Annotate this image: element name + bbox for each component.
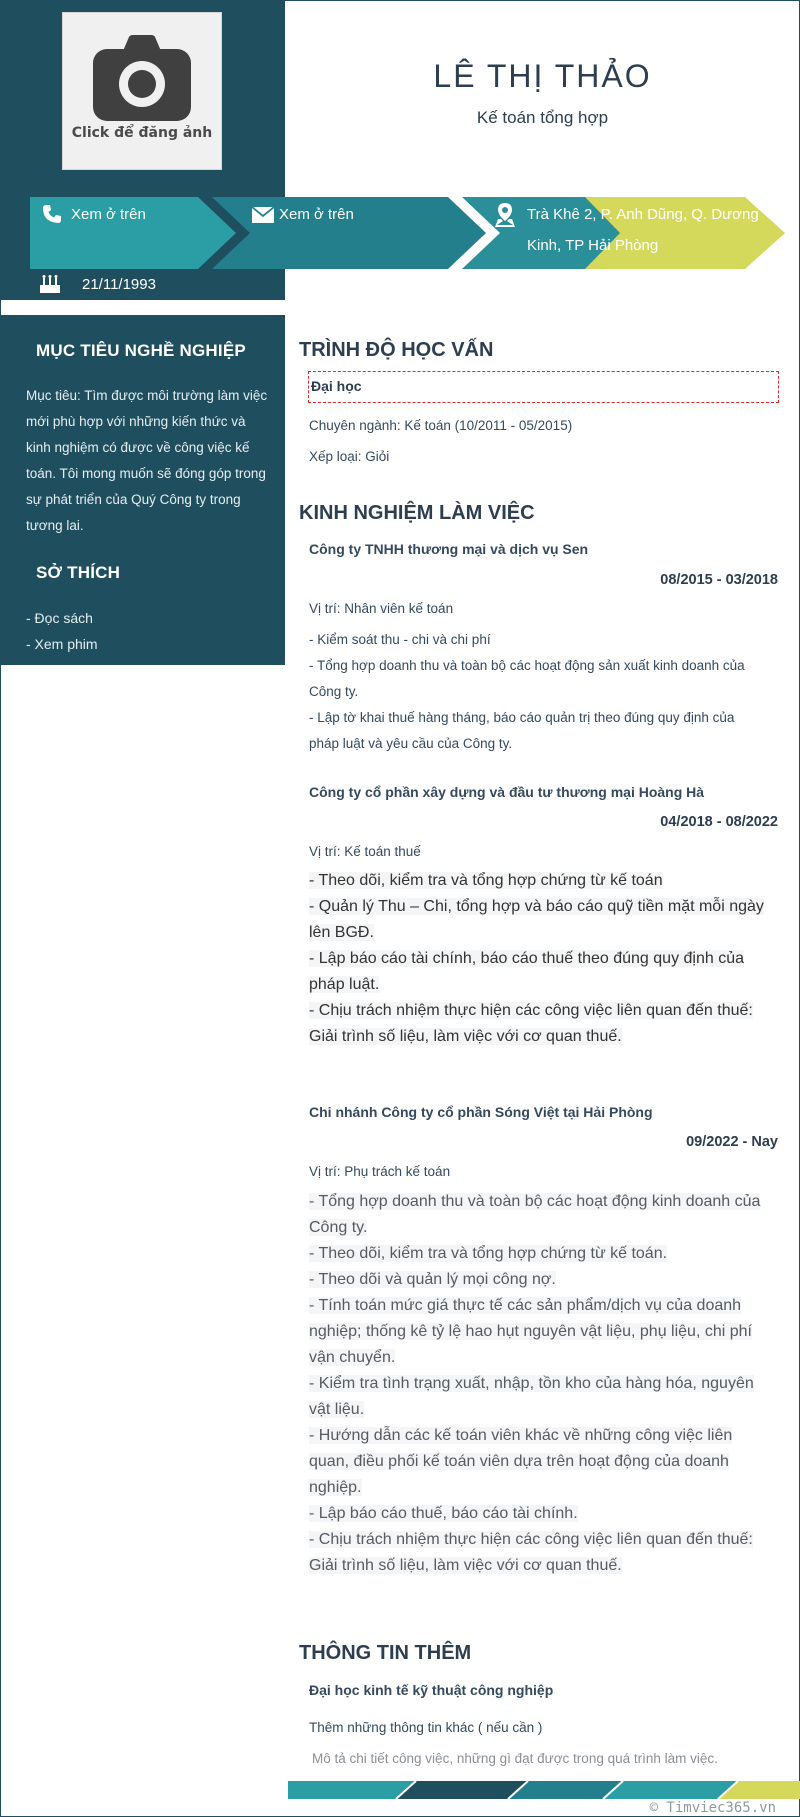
duty-line: - Hướng dẫn các kế toán viên khác về những công việc liên	[309, 1427, 733, 1444]
job-period: 08/2015 - 03/2018	[660, 572, 778, 588]
candidate-name: LÊ THỊ THẢO	[433, 58, 652, 94]
job-duties	[309, 868, 779, 1050]
hobby-item: - Xem phim	[26, 636, 98, 652]
hobby-item: - Đọc sách	[26, 610, 93, 626]
birthday-cake-icon	[40, 275, 60, 293]
duty-line: - Quản lý Thu – Chi, tổng hợp và báo cáo quỹ tiền mặt mỗi ngày	[309, 898, 764, 915]
job-period: 09/2022 - Nay	[686, 1134, 778, 1150]
duty-line: - Lập tờ khai thuế hàng tháng, báo cáo quản trị theo đúng quy định của	[309, 710, 735, 725]
job-title: Kế toán tổng hợp	[476, 108, 609, 127]
job-period: 04/2018 - 08/2022	[660, 814, 778, 830]
hobbies-heading: SỞ THÍCH	[36, 563, 121, 582]
photo-upload[interactable]	[62, 12, 222, 170]
job-position: Vị trí: Nhân viên kế toán	[309, 601, 454, 616]
duty-line: - Lập báo cáo thuế, báo cáo tài chính.	[309, 1505, 578, 1522]
additional-more: Thêm những thông tin khác ( nếu cần )	[309, 1720, 543, 1735]
watermark: © Timviec365.vn	[649, 1800, 776, 1816]
camera-icon	[93, 35, 191, 121]
contact-phone: Xem ở trên	[71, 206, 146, 223]
phone-icon	[42, 204, 62, 224]
contact-address	[527, 199, 759, 261]
duty-line: vận chuyển.	[309, 1349, 396, 1366]
duty-line: Công ty.	[309, 684, 359, 699]
duty-line: - Tính toán mức giá thực tế các sản phẩm/dịch vụ của doanh	[309, 1297, 742, 1314]
job-company: Công ty cổ phần xây dựng và đầu tư thương mại Hoàng Hà	[309, 784, 705, 800]
job-position: Vị trí: Kế toán thuế	[309, 844, 421, 859]
footer-stripe	[288, 1781, 800, 1799]
duty-line: - Kiểm soát thu - chi và chi phí	[309, 632, 491, 647]
objective-text	[26, 383, 278, 539]
job-company: Công ty TNHH thương mại và dịch vụ Sen	[309, 541, 589, 557]
job-position: Vị trí: Phụ trách kế toán	[309, 1164, 451, 1179]
sidebar-main	[0, 315, 285, 665]
duty-line: Giải trình số liệu, làm việc với cơ quan thuế.	[309, 1028, 622, 1045]
objective-line: Mục tiêu: Tìm được môi trường làm việc	[26, 388, 268, 403]
degree-field[interactable]: Đại học	[308, 371, 779, 403]
job-company: Chi nhánh Công ty cổ phần Sóng Việt tại Hải Phòng	[309, 1104, 653, 1120]
duty-line: quan, điều phối kế toán viên dựa trên hoạt động của doanh	[309, 1453, 729, 1470]
duty-line: pháp luật.	[309, 976, 380, 993]
location-pin-icon	[494, 203, 516, 227]
additional-heading: THÔNG TIN THÊM	[299, 1642, 472, 1664]
additional-school: Đại học kinh tế kỹ thuật công nghiệp	[309, 1682, 554, 1698]
contact-address-line2: Kinh, TP Hải Phòng	[527, 237, 659, 254]
duty-line: - Theo dõi và quản lý mọi công nợ.	[309, 1271, 556, 1288]
contact-address-line1: Trà Khê 2, P. Anh Dũng, Q. Dương	[527, 206, 759, 223]
photo-caption: Click để đăng ảnh	[71, 125, 213, 141]
duty-line: Giải trình số liệu, làm việc với cơ quan thuế.	[309, 1557, 622, 1574]
duty-line: - Theo dõi, kiểm tra và tổng hợp chứng từ kế toán.	[309, 1245, 668, 1262]
duty-line: - Chịu trách nhiệm thực hiện các công việc liên quan đến thuế:	[309, 1531, 753, 1548]
contact-email: Xem ở trên	[279, 206, 354, 223]
birthday-value: 21/11/1993	[82, 275, 156, 293]
objective-line: sự phát triển của Quý Công ty trong	[26, 492, 241, 507]
duty-line: nghiệp; thống kê tỷ lệ hao hụt nguyên vật liệu, phụ liệu, chi phí	[309, 1323, 752, 1340]
duty-line: vật liệu.	[309, 1401, 365, 1418]
duty-line: - Chịu trách nhiệm thực hiện các công việc liên quan đến thuế:	[309, 1002, 753, 1019]
job-duties	[309, 627, 779, 757]
education-heading: TRÌNH ĐỘ HỌC VẤN	[299, 339, 494, 361]
duty-line: pháp luật và yêu cầu của Công ty.	[309, 736, 513, 751]
duty-line: - Tổng hợp doanh thu và toàn bộ các hoạt động kinh doanh của	[309, 1193, 761, 1210]
duty-line: - Kiểm tra tình trạng xuất, nhập, tồn kho của hàng hóa, nguyên	[309, 1375, 754, 1392]
duty-line: - Theo dõi, kiểm tra và tổng hợp chứng từ kế toán	[309, 872, 663, 889]
objective-line: toán. Tôi mong muốn sẽ đóng góp trong	[26, 466, 266, 481]
duty-line: lên BGĐ.	[309, 924, 374, 941]
objective-line: kinh nghiệm có được về công việc kế	[26, 440, 250, 455]
education-grade: Xếp loại: Giỏi	[309, 449, 390, 464]
mail-icon	[252, 207, 274, 223]
duty-line: - Tổng hợp doanh thu và toàn bộ các hoạt động sản xuất kinh doanh của	[309, 658, 745, 673]
objective-line: tương lai.	[26, 518, 84, 533]
duty-line: nghiệp.	[309, 1479, 362, 1496]
job-duties	[309, 1189, 779, 1579]
additional-description: Mô tả chi tiết công việc, những gì đạt được trong quá trình làm việc.	[312, 1751, 718, 1766]
duty-line: - Lập báo cáo tài chính, báo cáo thuế theo đúng quy định của	[309, 950, 744, 967]
birthday-row	[40, 272, 156, 296]
objective-line: mới phù hợp với những kiến thức và	[26, 414, 246, 429]
objective-heading: MỤC TIÊU NGHỀ NGHIỆP	[36, 341, 246, 360]
education-major: Chuyên ngành: Kế toán (10/2011 - 05/2015)	[309, 418, 573, 433]
duty-line: Công ty.	[309, 1219, 368, 1236]
experience-heading: KINH NGHIỆM LÀM VIỆC	[299, 502, 535, 524]
